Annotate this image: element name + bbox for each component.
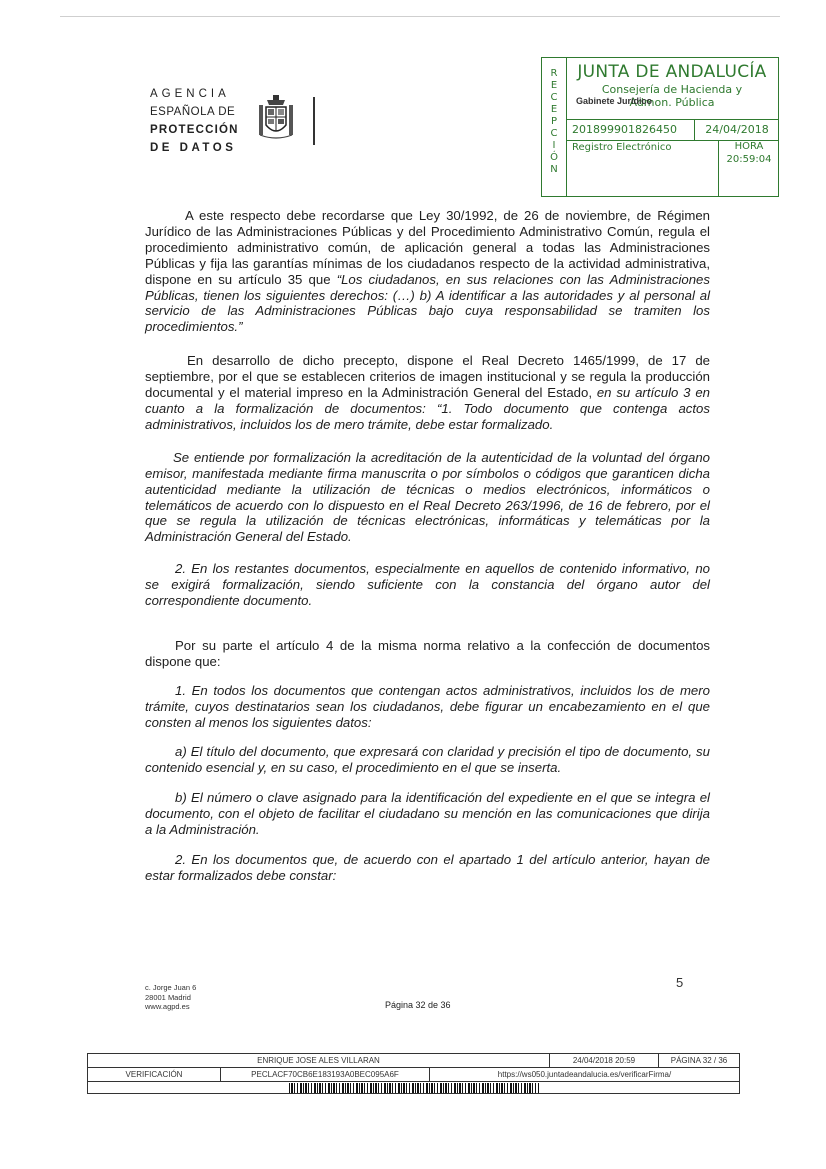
stamp-letter: R: [550, 68, 558, 79]
stamp-subtitle-line-2: Admon. Pública: [629, 96, 715, 109]
registry-stamp: [541, 57, 779, 197]
logo-divider: [313, 97, 315, 145]
stamp-letter: E: [550, 104, 558, 115]
stamp-number-row: [566, 119, 778, 141]
address-line-1: c. Jorge Juan 6: [145, 983, 197, 992]
stamp-time-box: [718, 140, 779, 196]
logo-line-3: PROTECCIÓN: [150, 124, 239, 136]
page-number: 5: [676, 975, 684, 990]
stamp-letter: I: [552, 140, 556, 151]
verification-label: VERIFICACIÓN: [88, 1068, 221, 1082]
paragraph-8: b) El número o clave asignado para la identificación del expediente en el que se integra el documento, con el objeto de facilitar el ciudadano su mención en las comunicaciones que dirija a la Administración.: [145, 790, 710, 838]
signer-name: ENRIQUE JOSE ALES VILLARAN: [88, 1054, 550, 1068]
stamp-letter: N: [550, 164, 558, 175]
logo-line-4: DE DATOS: [150, 142, 237, 154]
verification-page: PÁGINA 32 / 36: [658, 1054, 739, 1068]
stamp-gabinete: Gabinete Jurídico: [576, 96, 653, 106]
verification-code: PECLACF70CB6E183193A0BEC095A6F: [221, 1068, 430, 1082]
address-website: www.agpd.es: [145, 1002, 190, 1011]
paragraph-1-quote: “Los ciudadanos, en sus relaciones con las Administraciones Públicas, tienen los siguientes derechos: (…) b) A identificar a las autoridades y al personal al servicio de las Administraciones Públicas bajo cuya responsabilidad se tramiten los procedimientos.”: [145, 271, 710, 335]
document-body: [145, 208, 710, 884]
stamp-hora-label: HORA: [734, 141, 764, 152]
verification-row-2: [88, 1068, 740, 1082]
paragraph-5: Por su parte el artículo 4 de la misma norma relativo a la confección de documentos dispone que:: [145, 637, 710, 669]
stamp-hora-value: 20:59:04: [726, 154, 772, 165]
stamp-letter: E: [550, 80, 558, 91]
stamp-subtitle-line-1: Consejería de Hacienda y: [601, 83, 743, 96]
paragraph-1-text: A este respecto debe recordarse que Ley 30/1992, de 26 de noviembre, de Régimen Jurídico de las Administraciones Públicas y del Procedimiento Administrativo Común, regula el procedimiento administrativo común, de aplicación general a todas las Administraciones Públicas y fija las garantías mínimas de los ciudadanos respecto de la actividad administrativa, dispone en su artículo 35 que: [145, 208, 710, 287]
verification-row-3: [88, 1082, 740, 1094]
paragraph-2-text: En desarrollo de dicho precepto, dispone el Real Decreto 1465/1999, de 17 de septiembre, por el que se establecen criterios de imagen institucional y se regula la producción documental y el material impreso en la Administración General del Estado,: [145, 353, 710, 401]
paragraph-7: a) El título del documento, que expresará con claridad y precisión el tipo de documento, su contenido esencial y, en su caso, el procedimiento en el que se inserta.: [145, 744, 710, 776]
logo-line-2: ESPAÑOLA DE: [150, 106, 236, 118]
agency-logo-text: [150, 85, 239, 157]
stamp-letter: C: [550, 128, 558, 139]
verification-url[interactable]: https://ws050.juntadeandalucia.es/verificarFirma/: [430, 1068, 740, 1082]
paragraph-3: Se entiende por formalización la acreditación de la autenticidad de la voluntad del órgano emisor, manifestada mediante firma manuscrita o por símbolos o códigos que garanticen dicha autenticidad mediante la utilización de técnicas o medios electrónicos, informáticos o telemáticos de acuerdo con lo dispuesto en el Real Decreto 263/1996, de 16 de febrero, por el que se regula la utilización de técnicas electrónicas, informáticas y telemáticas por la Administración General del Estado.: [145, 449, 710, 545]
barcode-cell: [88, 1082, 740, 1094]
paragraph-2: [145, 353, 710, 433]
stamp-date: 24/04/2018: [694, 120, 779, 140]
paragraph-2-quote: en su artículo 3 en cuanto a la formalización de documentos: “1. Todo documento que contenga actos administrativos, incluidos los de mero trámite, debe estar formalizado.: [145, 385, 710, 432]
stamp-letter: Ó: [550, 152, 558, 163]
agency-address: [145, 983, 196, 1012]
coat-of-arms-icon: [258, 95, 294, 141]
verification-table: [87, 1053, 740, 1094]
stamp-letter: C: [550, 92, 558, 103]
address-line-2: 28001 Madrid: [145, 992, 191, 1002]
stamp-registro-label: Registro Electrónico: [572, 142, 672, 153]
top-rule: [60, 16, 780, 17]
stamp-title: JUNTA DE ANDALUCÍA: [577, 62, 767, 82]
barcode-icon: [289, 1083, 539, 1093]
paragraph-4: 2. En los restantes documentos, especialmente en aquellos de contenido informativo, no se exigirá formalización, siendo suficiente con la constancia del órgano autor del correspondiente documento.: [145, 561, 710, 609]
signature-datetime: 24/04/2018 20:59: [549, 1054, 658, 1068]
paragraph-1: [145, 208, 710, 335]
paragraph-6: 1. En todos los documentos que contengan actos administrativos, incluidos los de mero trámite, cuyos destinatarios sean los ciudadanos, debe figurar un encabezamiento en el que consten al menos los siguientes datos:: [145, 682, 710, 730]
logo-line-1: AGENCIA: [150, 88, 230, 100]
page-of-total: Página 32 de 36: [385, 1000, 451, 1010]
verification-row-1: [88, 1054, 740, 1068]
stamp-vertical-column: [542, 58, 567, 196]
paragraph-9: 2. En los documentos que, de acuerdo con el apartado 1 del artículo anterior, hayan de estar formalizados debe constar:: [145, 852, 710, 883]
stamp-letter: P: [550, 116, 558, 127]
agency-logo: [150, 85, 320, 160]
stamp-registry-number: 201899901826450: [572, 123, 677, 136]
